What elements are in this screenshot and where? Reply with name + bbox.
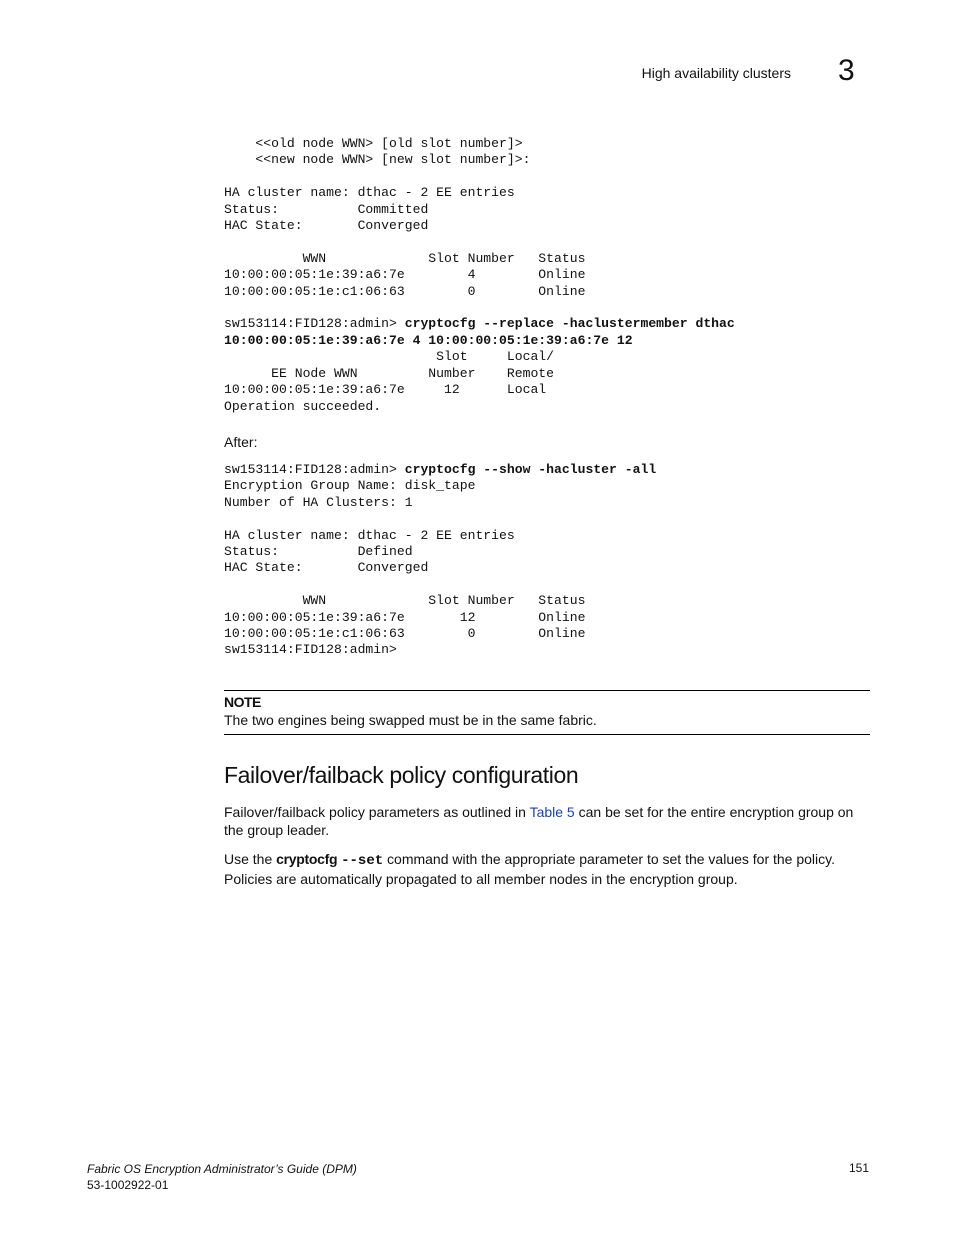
paragraph-text: Use the bbox=[224, 851, 277, 867]
command-prompt: sw153114:FID128:admin> bbox=[224, 462, 405, 477]
command-text: cryptocfg --replace -haclustermember dthac bbox=[404, 316, 735, 332]
command-output: Encryption Group Name: disk_tape Number of HA Clusters: 1 HA cluster name: dthac - 2 EE entries Status: Defined HAC State: Converged WWN Slot Number Status 10:00:00:05:1e:39:a6:7e 12 Online 10:00:00:05:1e:c1:06:63 0 Online sw153114:FID128:admin> bbox=[224, 478, 586, 658]
code-lines-before: <<old node WWN> [old slot number]> <<new node WWN> [new slot number]>: HA cluster name: dthac - 2 EE entries Status: Committed HAC State: Converged WWN Slot Number Status 10:00:00:05:1e:39:a6:7e 4 Online 10:00:00:05:1e:c1:06:63 0 Online bbox=[224, 136, 586, 299]
command-prompt: sw153114:FID128:admin> bbox=[224, 316, 405, 332]
footer-doc-title: Fabric OS Encryption Administrator’s Guide (DPM) bbox=[87, 1162, 357, 1176]
after-label: After: bbox=[224, 434, 258, 450]
command-output: Slot Local/ EE Node WWN Number Remote 10:00:00:05:1e:39:a6:7e 12 Local Operation succeeded. bbox=[224, 349, 555, 414]
paragraph-text: can be set for the entire encryption group on the group leader. bbox=[224, 804, 854, 838]
command-text-continued: 10:00:00:05:1e:39:a6:7e 4 10:00:00:05:1e:39:a6:7e 12 bbox=[224, 332, 633, 348]
note-label: NOTE bbox=[224, 694, 261, 710]
running-header-title: High availability clusters bbox=[641, 65, 791, 81]
command-name: cryptocfg bbox=[276, 851, 338, 867]
paragraph-text: command with the appropriate parameter to set the values for the policy. Policies are automatically propagated to all member nodes in the encryption group. bbox=[224, 851, 836, 887]
command-text: cryptocfg --show -hacluster -all bbox=[404, 462, 657, 477]
command-option: --set bbox=[341, 853, 384, 869]
paragraph-policy-parameters bbox=[224, 803, 874, 839]
code-block-show-command bbox=[224, 462, 656, 659]
chapter-number: 3 bbox=[838, 54, 855, 87]
table-5-link[interactable]: Table 5 bbox=[529, 804, 575, 820]
code-block-replace-command bbox=[224, 136, 735, 415]
page-number: 151 bbox=[848, 1161, 869, 1175]
note-text: The two engines being swapped must be in the same fabric. bbox=[224, 712, 597, 728]
footer-doc-info bbox=[87, 1161, 357, 1193]
footer-doc-number: 53-1002922-01 bbox=[87, 1178, 169, 1192]
note-box bbox=[224, 690, 870, 735]
paragraph-use-command bbox=[224, 850, 874, 888]
section-heading: Failover/failback policy configuration bbox=[224, 762, 579, 788]
paragraph-text: Failover/failback policy parameters as outlined in bbox=[224, 804, 530, 820]
